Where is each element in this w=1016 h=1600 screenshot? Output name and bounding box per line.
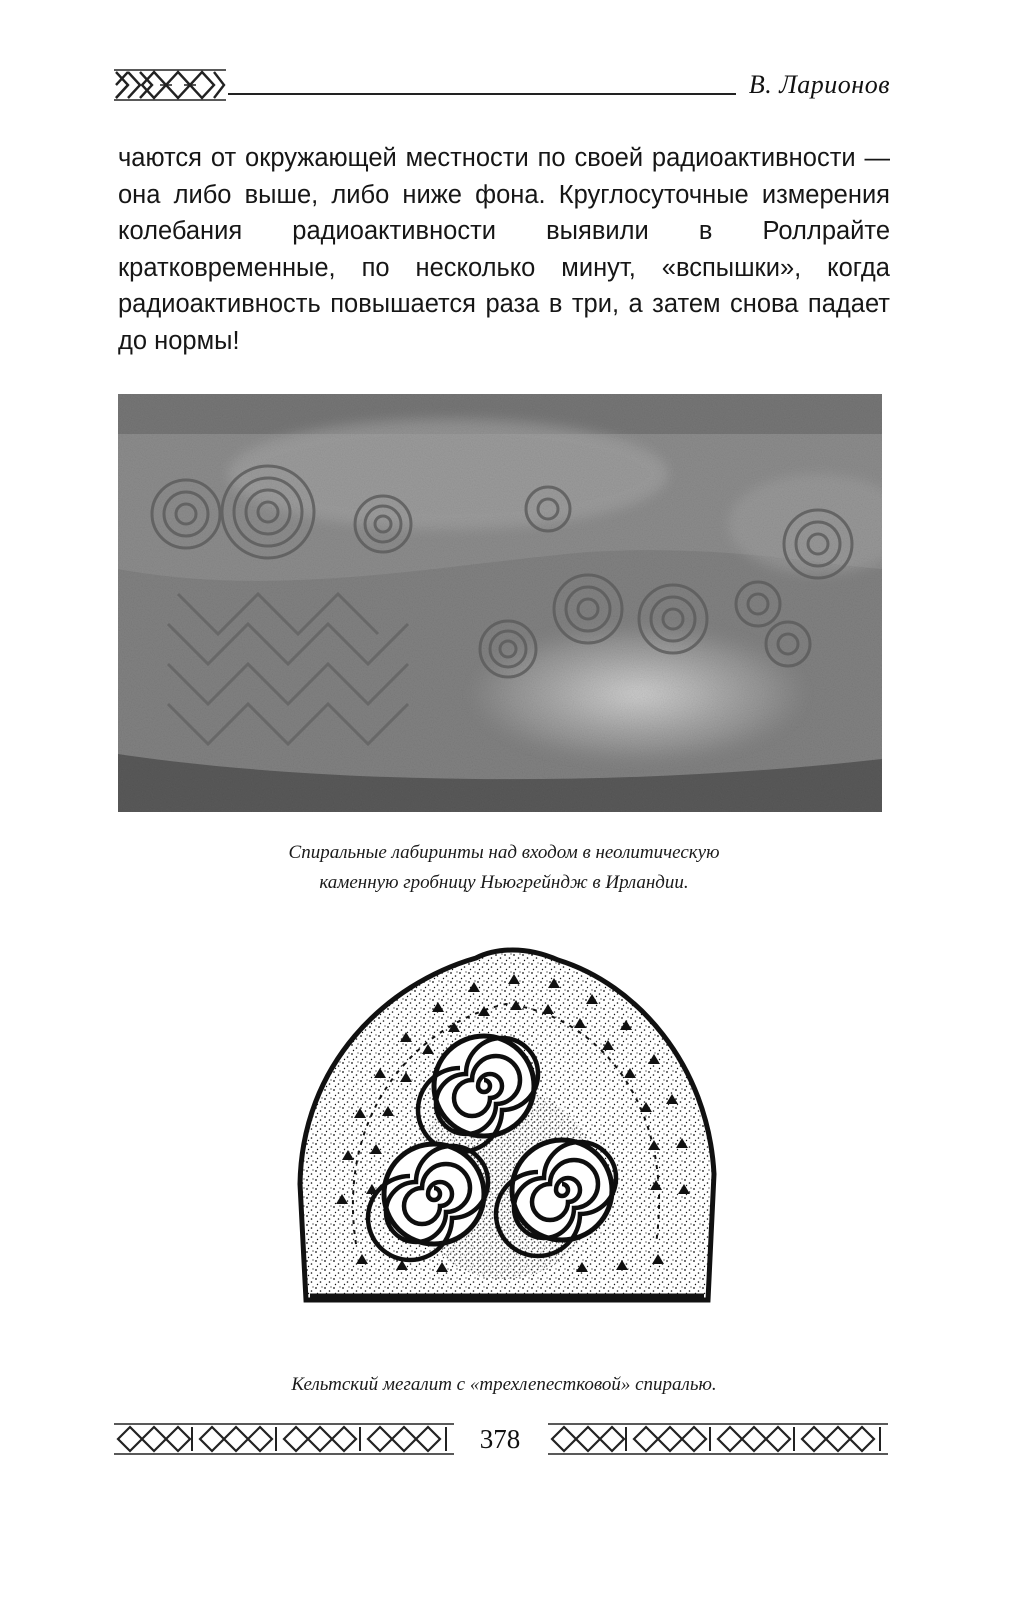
- body-text: [118, 140, 890, 360]
- caption-line: каменную гробницу Ньюгрейндж в Ирландии.: [319, 872, 689, 893]
- celtic-megalith-drawing: [296, 944, 720, 1310]
- header-ornament: [114, 68, 226, 102]
- header-rule: [228, 93, 736, 95]
- caption-line: Спиральные лабиринты над входом в неолитическую: [288, 842, 720, 863]
- paragraph: чаются от окружающей местности по своей радиоактивности — она либо выше, либо ниже фона. Круглосуточные измерения колебания радиоактивности выявили в Роллрайте кратковременные, по несколько минут, «вспышки», когда радиоактивность повышается раза в три, а затем снова падает до нормы!: [118, 144, 890, 355]
- figure-caption-1: [118, 838, 890, 898]
- author-name: В. Ларионов: [748, 70, 890, 99]
- footer-ornament-right: [548, 1422, 888, 1456]
- footer-ornament-left: [114, 1422, 454, 1456]
- page-number: 378: [479, 1424, 521, 1454]
- newgrange-photo: [118, 394, 882, 812]
- figure-caption-2: Кельтский мегалит с «трехлепестковой» спиралью.: [291, 1374, 717, 1395]
